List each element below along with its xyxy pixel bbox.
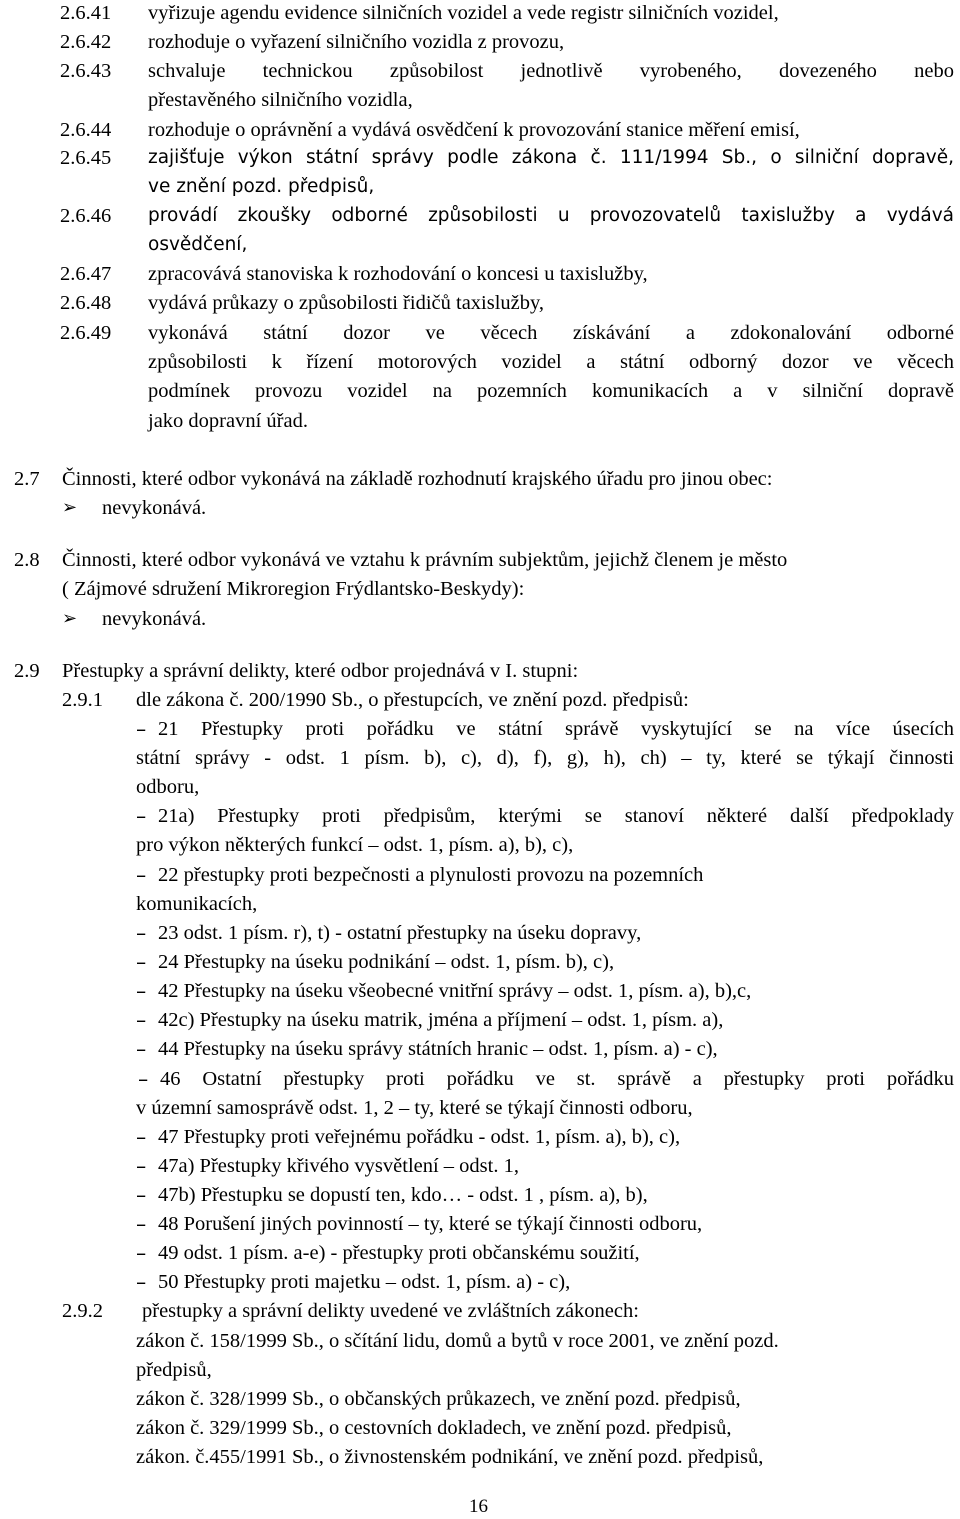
page-number: 16 xyxy=(469,1496,488,1517)
offence-entry: 22 přestupky proti bezpečnosti a plynulosti provozu na pozemních xyxy=(158,864,704,886)
subsection-title: dle zákona č. 200/1990 Sb., o přestupcích, ve znění pozd. předpisů: xyxy=(136,689,689,711)
dash-bullet-icon: – xyxy=(136,950,147,974)
law-entry: zákon č. 328/1999 Sb., o občanských průkazech, ve znění pozd. předpisů, xyxy=(136,1388,741,1410)
dash-bullet-icon: – xyxy=(136,1183,147,1207)
dash-bullet-icon: – xyxy=(136,1212,147,1236)
offence-entry: státní správy - odst. 1 písm. b), c), d), f), g), h), ch) – ty, které se týkají činnosti xyxy=(136,747,954,769)
dash-bullet-icon: – xyxy=(136,1008,147,1032)
offence-entry: 47b) Přestupku se dopustí ten, kdo… - odst. 1 , písm. a), b), xyxy=(158,1184,648,1206)
dash-bullet-icon: – xyxy=(136,863,147,887)
item-text: provádí zkoušky odborné způsobilosti u provozovatelů taxislužby a vydává xyxy=(148,205,954,226)
section-heading: Činnosti, které odbor vykonává na základě rozhodnutí krajského úřadu pro jinou obec: xyxy=(62,468,773,490)
offence-entry: 49 odst. 1 písm. a-e) - přestupky proti občanskému soužití, xyxy=(158,1242,640,1264)
dash-bullet-icon: – xyxy=(136,1125,147,1149)
offence-entry: pro výkon některých funkcí – odst. 1, písm. a), b), c), xyxy=(136,834,574,856)
item-number: 2.6.43 xyxy=(60,60,112,82)
subsection-number: 2.9.1 xyxy=(62,689,103,711)
dash-bullet-icon: – xyxy=(136,717,147,741)
dash-bullet-icon: – xyxy=(136,1154,147,1178)
offence-entry: 21 Přestupky proti pořádku ve státní správě vyskytující se na více úsecích xyxy=(158,718,954,740)
law-entry: zákon č. 329/1999 Sb., o cestovních dokladech, ve znění pozd. předpisů, xyxy=(136,1417,732,1439)
item-number: 2.6.47 xyxy=(60,263,112,285)
section-number: 2.7 xyxy=(14,468,40,490)
item-text: zajišťuje výkon státní správy podle zákona č. 111/1994 Sb., o silniční dopravě, xyxy=(148,147,954,168)
subsection-number: 2.9.2 xyxy=(62,1300,103,1322)
section-number: 2.8 xyxy=(14,549,40,571)
law-entry: zákon. č.455/1991 Sb., o živnostenském podnikání, ve znění pozd. předpisů, xyxy=(136,1446,764,1468)
item-number: 2.6.49 xyxy=(60,322,112,344)
item-text: způsobilosti k řízení motorových vozidel a státní odborný dozor ve věcech xyxy=(148,351,954,373)
item-text: ve znění pozd. předpisů, xyxy=(148,176,375,197)
item-text: vyřizuje agendu evidence silničních vozidel a vede registr silničních vozidel, xyxy=(148,2,779,24)
item-number: 2.6.44 xyxy=(60,119,112,141)
item-text: osvědčení, xyxy=(148,234,248,255)
offence-entry: komunikacích, xyxy=(136,893,258,915)
dash-bullet-icon: – xyxy=(136,1241,147,1265)
item-number: 2.6.46 xyxy=(60,205,112,227)
item-number: 2.6.42 xyxy=(60,31,112,53)
section-number: 2.9 xyxy=(14,660,40,682)
offence-entry: 24 Přestupky na úseku podnikání – odst. 1, písm. b), c), xyxy=(158,951,615,973)
item-text: podmínek provozu vozidel na pozemních komunikacích a v silniční dopravě xyxy=(148,380,954,402)
subsection-title: přestupky a správní delikty uvedené ve zvláštních zákonech: xyxy=(142,1300,639,1322)
law-entry: zákon č. 158/1999 Sb., o sčítání lidu, domů a bytů v roce 2001, ve znění pozd. xyxy=(136,1330,779,1352)
item-number: 2.6.41 xyxy=(60,2,112,24)
offence-entry: v územní samosprávě odst. 1, 2 – ty, které se týkají činnosti odboru, xyxy=(136,1097,693,1119)
offence-entry: odboru, xyxy=(136,776,200,798)
law-entry: předpisů, xyxy=(136,1359,212,1381)
section-heading: Přestupky a správní delikty, které odbor projednává v I. stupni: xyxy=(62,660,579,682)
offence-entry: 48 Porušení jiných povinností – ty, které se týkají činnosti odboru, xyxy=(158,1213,703,1235)
dash-bullet-icon: – xyxy=(136,804,147,828)
dash-bullet-icon: – xyxy=(138,1067,149,1091)
item-number: 2.6.48 xyxy=(60,292,112,314)
offence-entry: 46 Ostatní přestupky proti pořádku ve st. správě a přestupky proti pořádku xyxy=(160,1068,954,1090)
item-text: jako dopravní úřad. xyxy=(148,410,308,432)
item-text: zpracovává stanoviska k rozhodování o koncesi u taxislužby, xyxy=(148,263,648,285)
item-text: rozhoduje o vyřazení silničního vozidla z provozu, xyxy=(148,31,565,53)
offence-entry: 47 Přestupky proti veřejnému pořádku - odst. 1, písm. a), b), c), xyxy=(158,1126,681,1148)
offence-entry: 47a) Přestupky křivého vysvětlení – odst. 1, xyxy=(158,1155,519,1177)
dash-bullet-icon: – xyxy=(136,1037,147,1061)
bullet-text: nevykonává. xyxy=(102,497,207,519)
dash-bullet-icon: – xyxy=(136,979,147,1003)
item-number: 2.6.45 xyxy=(60,147,112,169)
section-heading: Činnosti, které odbor vykonává ve vztahu k právním subjektům, jejichž členem je město xyxy=(62,549,788,571)
item-text: přestavěného silničního vozidla, xyxy=(148,89,413,111)
offence-entry: 23 odst. 1 písm. r), t) - ostatní přestupky na úseku dopravy, xyxy=(158,922,642,944)
item-text: rozhoduje o oprávnění a vydává osvědčení k provozování stanice měření emisí, xyxy=(148,119,800,141)
offence-entry: 42c) Přestupky na úseku matrik, jména a příjmení – odst. 1, písm. a), xyxy=(158,1009,724,1031)
section-heading: ( Zájmové sdružení Mikroregion Frýdlantsko-Beskydy): xyxy=(62,578,525,600)
dash-bullet-icon: – xyxy=(136,1270,147,1294)
arrow-bullet-icon: ➢ xyxy=(62,608,78,629)
bullet-text: nevykonává. xyxy=(102,608,207,630)
offence-entry: 42 Přestupky na úseku všeobecné vnitřní správy – odst. 1, písm. a), b),c, xyxy=(158,980,752,1002)
item-text: schvaluje technickou způsobilost jednotlivě vyrobeného, dovezeného nebo xyxy=(148,60,954,82)
arrow-bullet-icon: ➢ xyxy=(62,497,78,518)
offence-entry: 21a) Přestupky proti předpisům, kterými se stanoví některé další předpoklady xyxy=(158,805,954,827)
dash-bullet-icon: – xyxy=(136,921,147,945)
item-text: vykonává státní dozor ve věcech získávání a zdokonalování odborné xyxy=(148,322,954,344)
offence-entry: 44 Přestupky na úseku správy státních hranic – odst. 1, písm. a) - c), xyxy=(158,1038,718,1060)
offence-entry: 50 Přestupky proti majetku – odst. 1, písm. a) - c), xyxy=(158,1271,571,1293)
item-text: vydává průkazy o způsobilosti řidičů taxislužby, xyxy=(148,292,545,314)
